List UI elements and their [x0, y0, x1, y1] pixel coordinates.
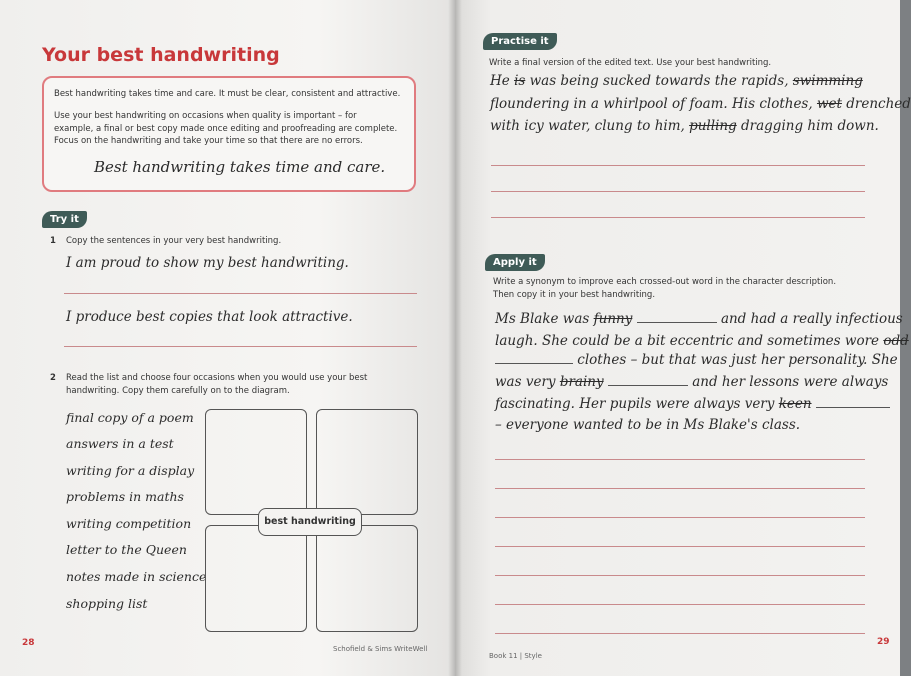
question-number: 1: [50, 236, 56, 246]
intro-text: Use your best handwriting on occasions when quality is important – for: [54, 111, 357, 121]
apply-it-badge: Apply it: [485, 254, 545, 271]
practise-it-badge: Practise it: [483, 33, 557, 50]
list-item: problems in maths: [66, 489, 184, 504]
writing-line[interactable]: [64, 346, 417, 347]
answer-blank[interactable]: [495, 363, 573, 364]
writing-line[interactable]: [64, 293, 417, 294]
diagram-center-label: best handwriting: [258, 508, 362, 536]
apply-line-6: – everyone wanted to be in Ms Blake's class.: [495, 417, 801, 433]
footer: Schofield & Sims WriteWell: [333, 645, 428, 653]
left-page: [0, 0, 455, 676]
writing-line[interactable]: [495, 546, 865, 547]
practise-line-1: He is was being sucked towards the rapids, swimming: [490, 73, 863, 89]
writing-line[interactable]: [491, 217, 865, 218]
answer-blank[interactable]: [637, 322, 717, 323]
intro-text: Best handwriting takes time and care. It must be clear, consistent and attractive.: [54, 89, 401, 99]
instruction: Write a final version of the edited text. Use your best handwriting.: [489, 58, 772, 68]
list-item: final copy of a poem: [66, 410, 194, 425]
footer: Book 11 | Style: [489, 652, 542, 660]
diagram-box-top-right[interactable]: [316, 409, 418, 515]
question-text: handwriting. Copy them carefully on to the diagram.: [66, 385, 290, 396]
writing-line[interactable]: [495, 633, 865, 634]
page-title: Your best handwriting: [42, 44, 280, 66]
intro-text: example, a final or best copy made once editing and proofreading are complete.: [54, 123, 398, 134]
sentence-2: I produce best copies that look attractive.: [66, 309, 353, 325]
writing-line[interactable]: [495, 488, 865, 489]
page-number: 28: [22, 638, 35, 648]
answer-blank[interactable]: [608, 385, 688, 386]
sentence-1: I am proud to show my best handwriting.: [66, 255, 349, 271]
apply-line-2: laugh. She could be a bit eccentric and sometimes wore odd: [495, 333, 909, 349]
apply-line-3: clothes – but that was just her personality. She: [495, 352, 898, 368]
handwriting-example: Best handwriting takes time and care.: [94, 158, 386, 176]
writing-line[interactable]: [495, 575, 865, 576]
intro-box: [42, 76, 416, 192]
list-item: writing for a display: [66, 463, 195, 478]
list-item: letter to the Queen: [66, 542, 187, 557]
practise-line-3: with icy water, clung to him, pulling dragging him down.: [490, 118, 879, 134]
question-text: Copy the sentences in your very best handwriting.: [66, 236, 282, 246]
apply-line-1: Ms Blake was funny and had a really infectious: [495, 311, 903, 327]
intro-text: Focus on the handwriting and take your time so that there are no errors.: [54, 136, 363, 146]
list-item: shopping list: [66, 596, 148, 611]
book-gutter: [448, 0, 462, 676]
writing-line[interactable]: [491, 165, 865, 166]
list-item: notes made in science: [66, 569, 207, 584]
instruction: Write a synonym to improve each crossed-out word in the character description.: [493, 277, 837, 287]
diagram-box-bottom-left[interactable]: [205, 525, 307, 632]
right-page: [455, 0, 911, 676]
question-text: Read the list and choose four occasions when you would use your best: [66, 373, 368, 383]
writing-line[interactable]: [495, 604, 865, 605]
practise-line-2: floundering in a whirlpool of foam. His clothes, wet drenched: [490, 96, 911, 112]
apply-line-4: was very brainy and her lessons were always: [495, 374, 889, 390]
writing-line[interactable]: [495, 517, 865, 518]
diagram-box-bottom-right[interactable]: [316, 525, 418, 632]
page-number: 29: [877, 637, 890, 647]
writing-line[interactable]: [495, 459, 865, 460]
list-item: answers in a test: [66, 436, 174, 451]
apply-line-5: fascinating. Her pupils were always very keen: [495, 396, 890, 412]
writing-line[interactable]: [491, 191, 865, 192]
diagram-box-top-left[interactable]: [205, 409, 307, 515]
instruction: Then copy it in your best handwriting.: [493, 290, 656, 300]
try-it-badge: Try it: [42, 211, 87, 228]
list-item: writing competition: [66, 516, 192, 531]
question-number: 2: [50, 373, 56, 383]
answer-blank[interactable]: [816, 407, 890, 408]
